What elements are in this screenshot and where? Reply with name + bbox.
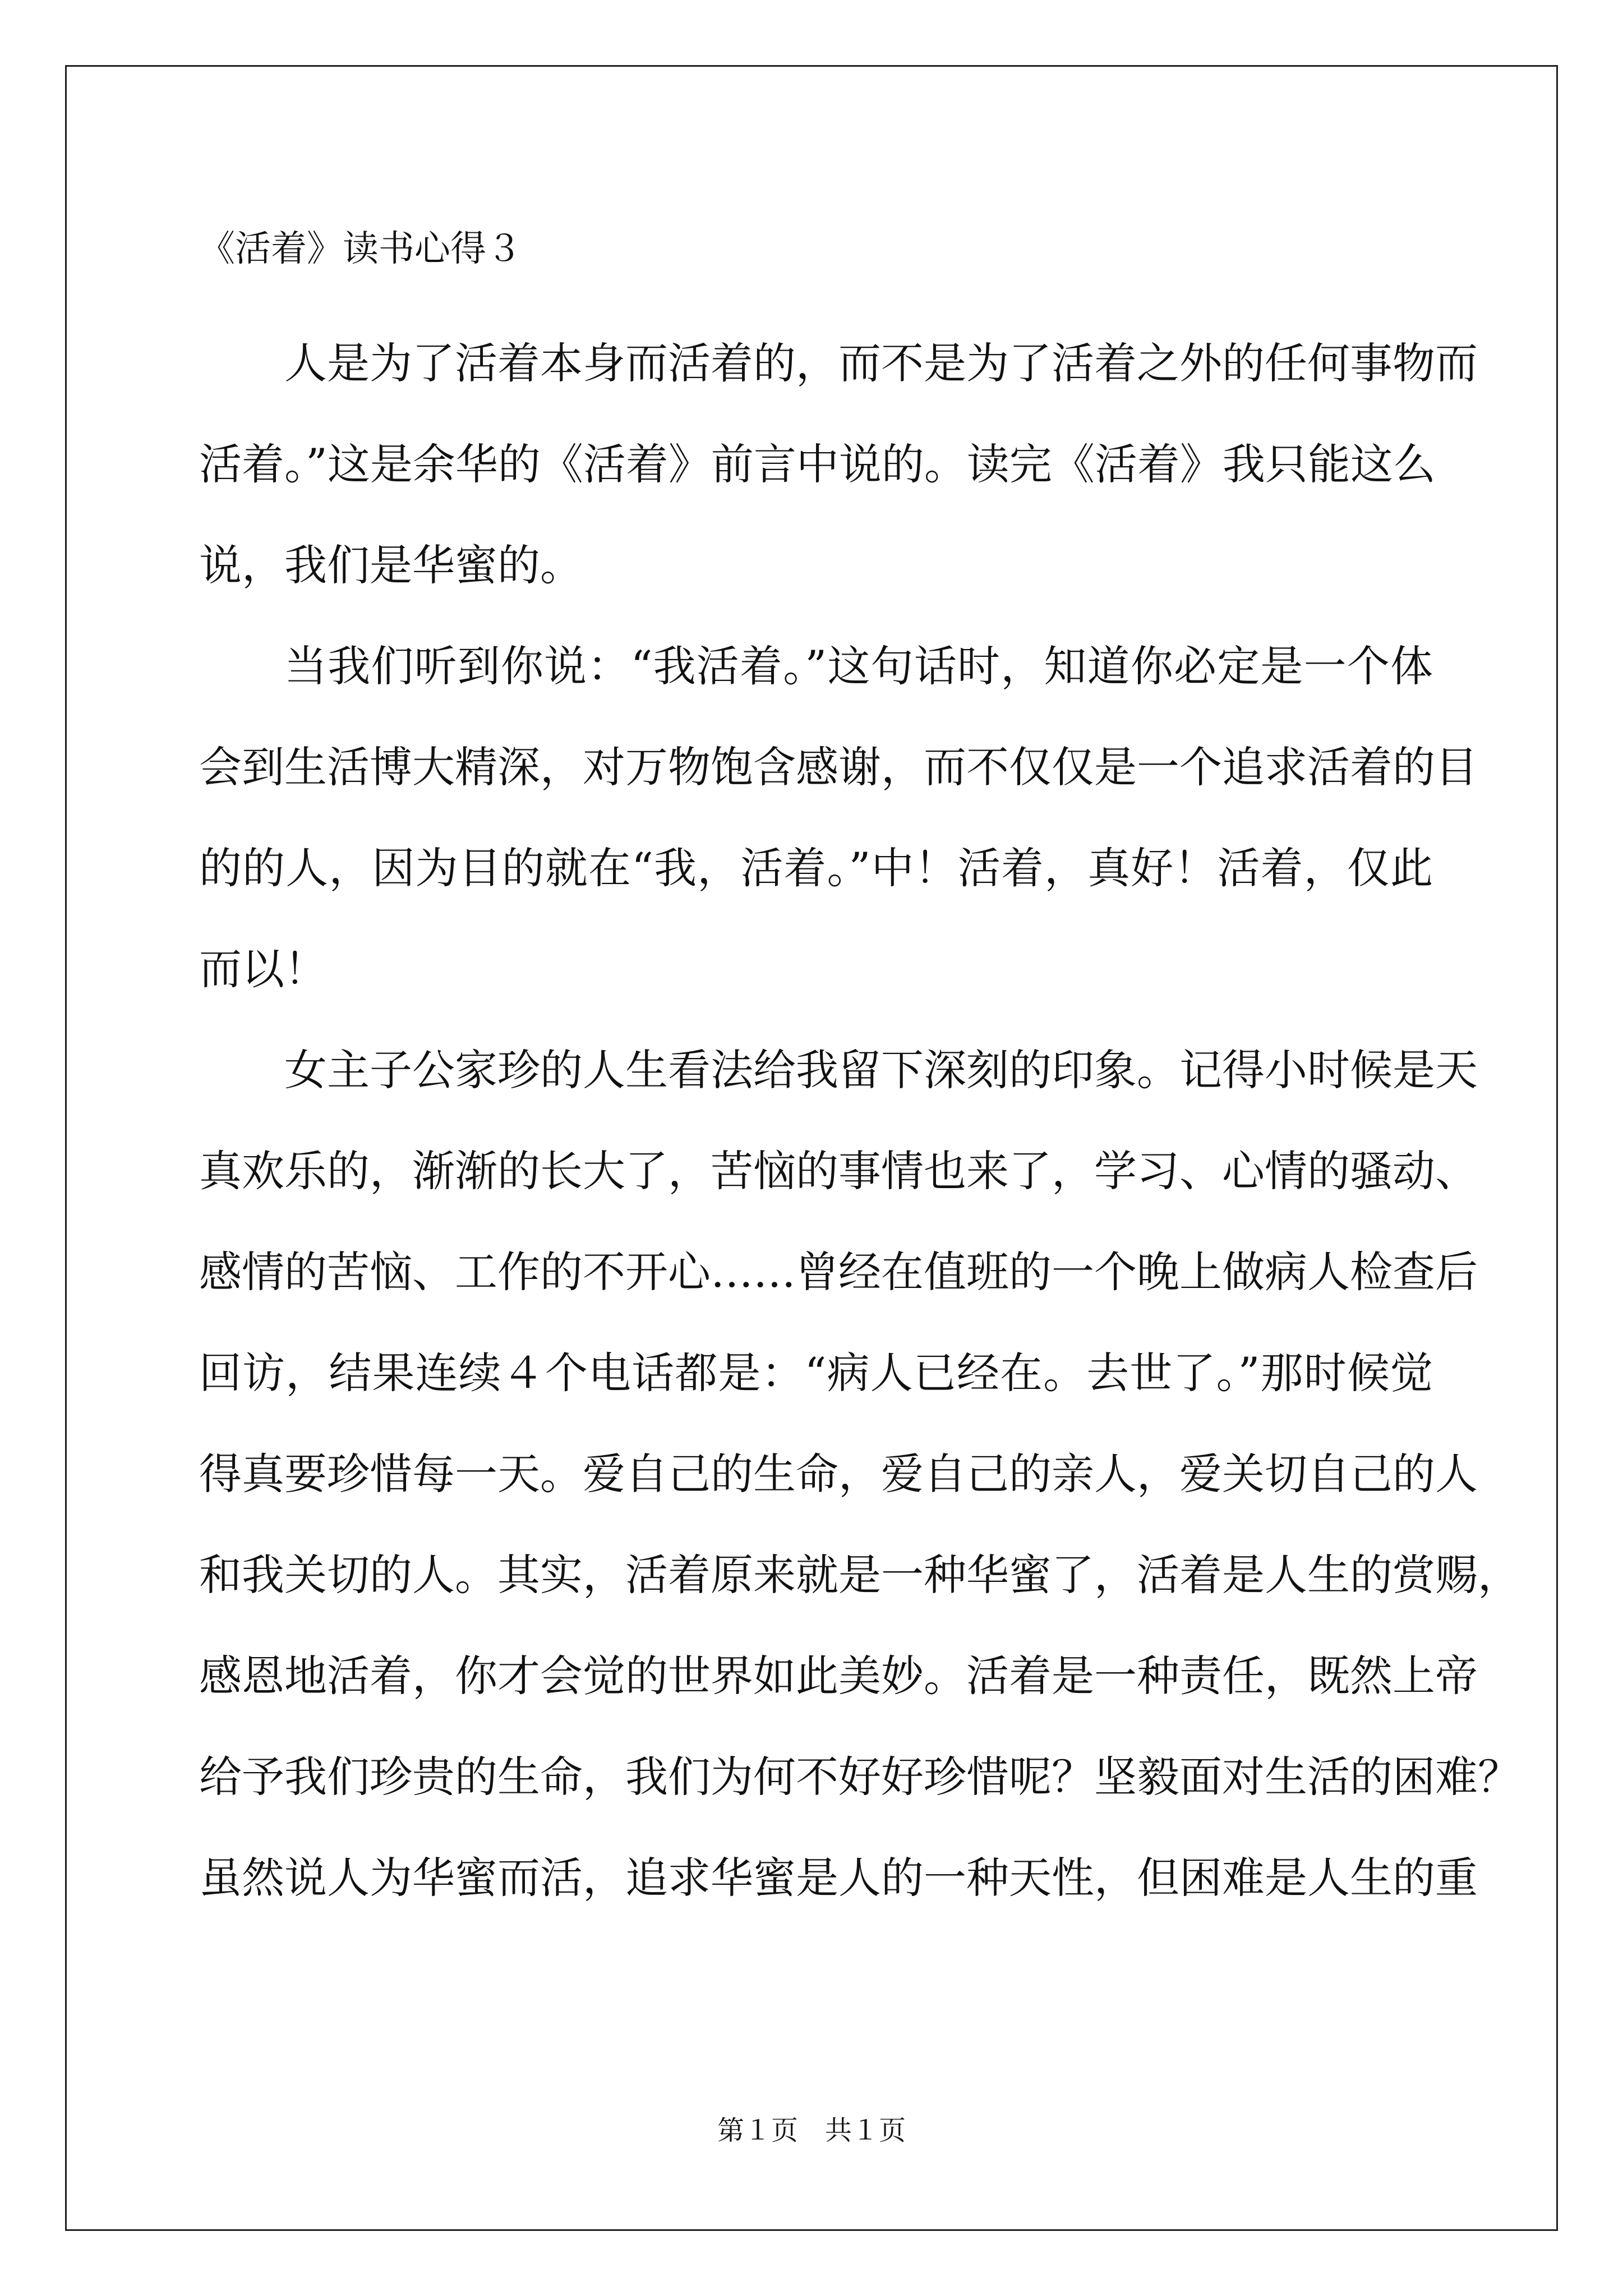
text-line: 当我们听到你说：“我活着。”这句话时，知道你必定是一个体	[284, 641, 1433, 691]
text-line: 感恩地活着，你才会觉的世界如此美妙。活着是一种责任，既然上帝	[199, 1651, 1478, 1701]
page-number-footer: 第１页 共１页	[717, 2115, 906, 2146]
text-line: 的的人，因为目的就在“我，活着。”中！活着，真好！活着，仅此	[199, 843, 1433, 893]
text-line: 真欢乐的，渐渐的长大了，苦恼的事情也来了，学习、心情的骚动、	[199, 1146, 1478, 1196]
text-line: 回访，结果连续４个电话都是：“病人已经在。去世了。”那时候觉	[199, 1348, 1433, 1398]
text-line: 活着。”这是余华的《活着》前言中说的。读完《活着》我只能这么	[199, 439, 1436, 489]
text-line: 女主子公家珍的人生看法给我留下深刻的印象。记得小时候是天	[284, 1045, 1478, 1095]
text-line: 会到生活博大精深，对万物饱含感谢，而不仅仅是一个追求活着的目	[199, 742, 1478, 792]
text-line: 说，我们是华蜜的。	[199, 540, 583, 590]
document-title: 《活着》读书心得３	[199, 228, 522, 270]
text-line: 而以！	[199, 944, 327, 994]
text-line: 和我关切的人。其实，活着原来就是一种华蜜了，活着是人生的赏赐，	[199, 1550, 1520, 1600]
text-line: 人是为了活着本身而活着的，而不是为了活着之外的任何事物而	[284, 338, 1478, 388]
text-line: 感情的苦恼、工作的不开心……曾经在值班的一个晚上做病人检查后	[199, 1247, 1478, 1297]
text-line: 给予我们珍贵的生命，我们为何不好好珍惜呢？坚毅面对生活的困难？	[199, 1752, 1520, 1802]
text-line: 得真要珍惜每一天。爱自己的生命，爱自己的亲人，爱关切自己的人	[199, 1449, 1478, 1499]
text-line: 虽然说人为华蜜而活，追求华蜜是人的一种天性，但困难是人生的重	[199, 1853, 1478, 1903]
